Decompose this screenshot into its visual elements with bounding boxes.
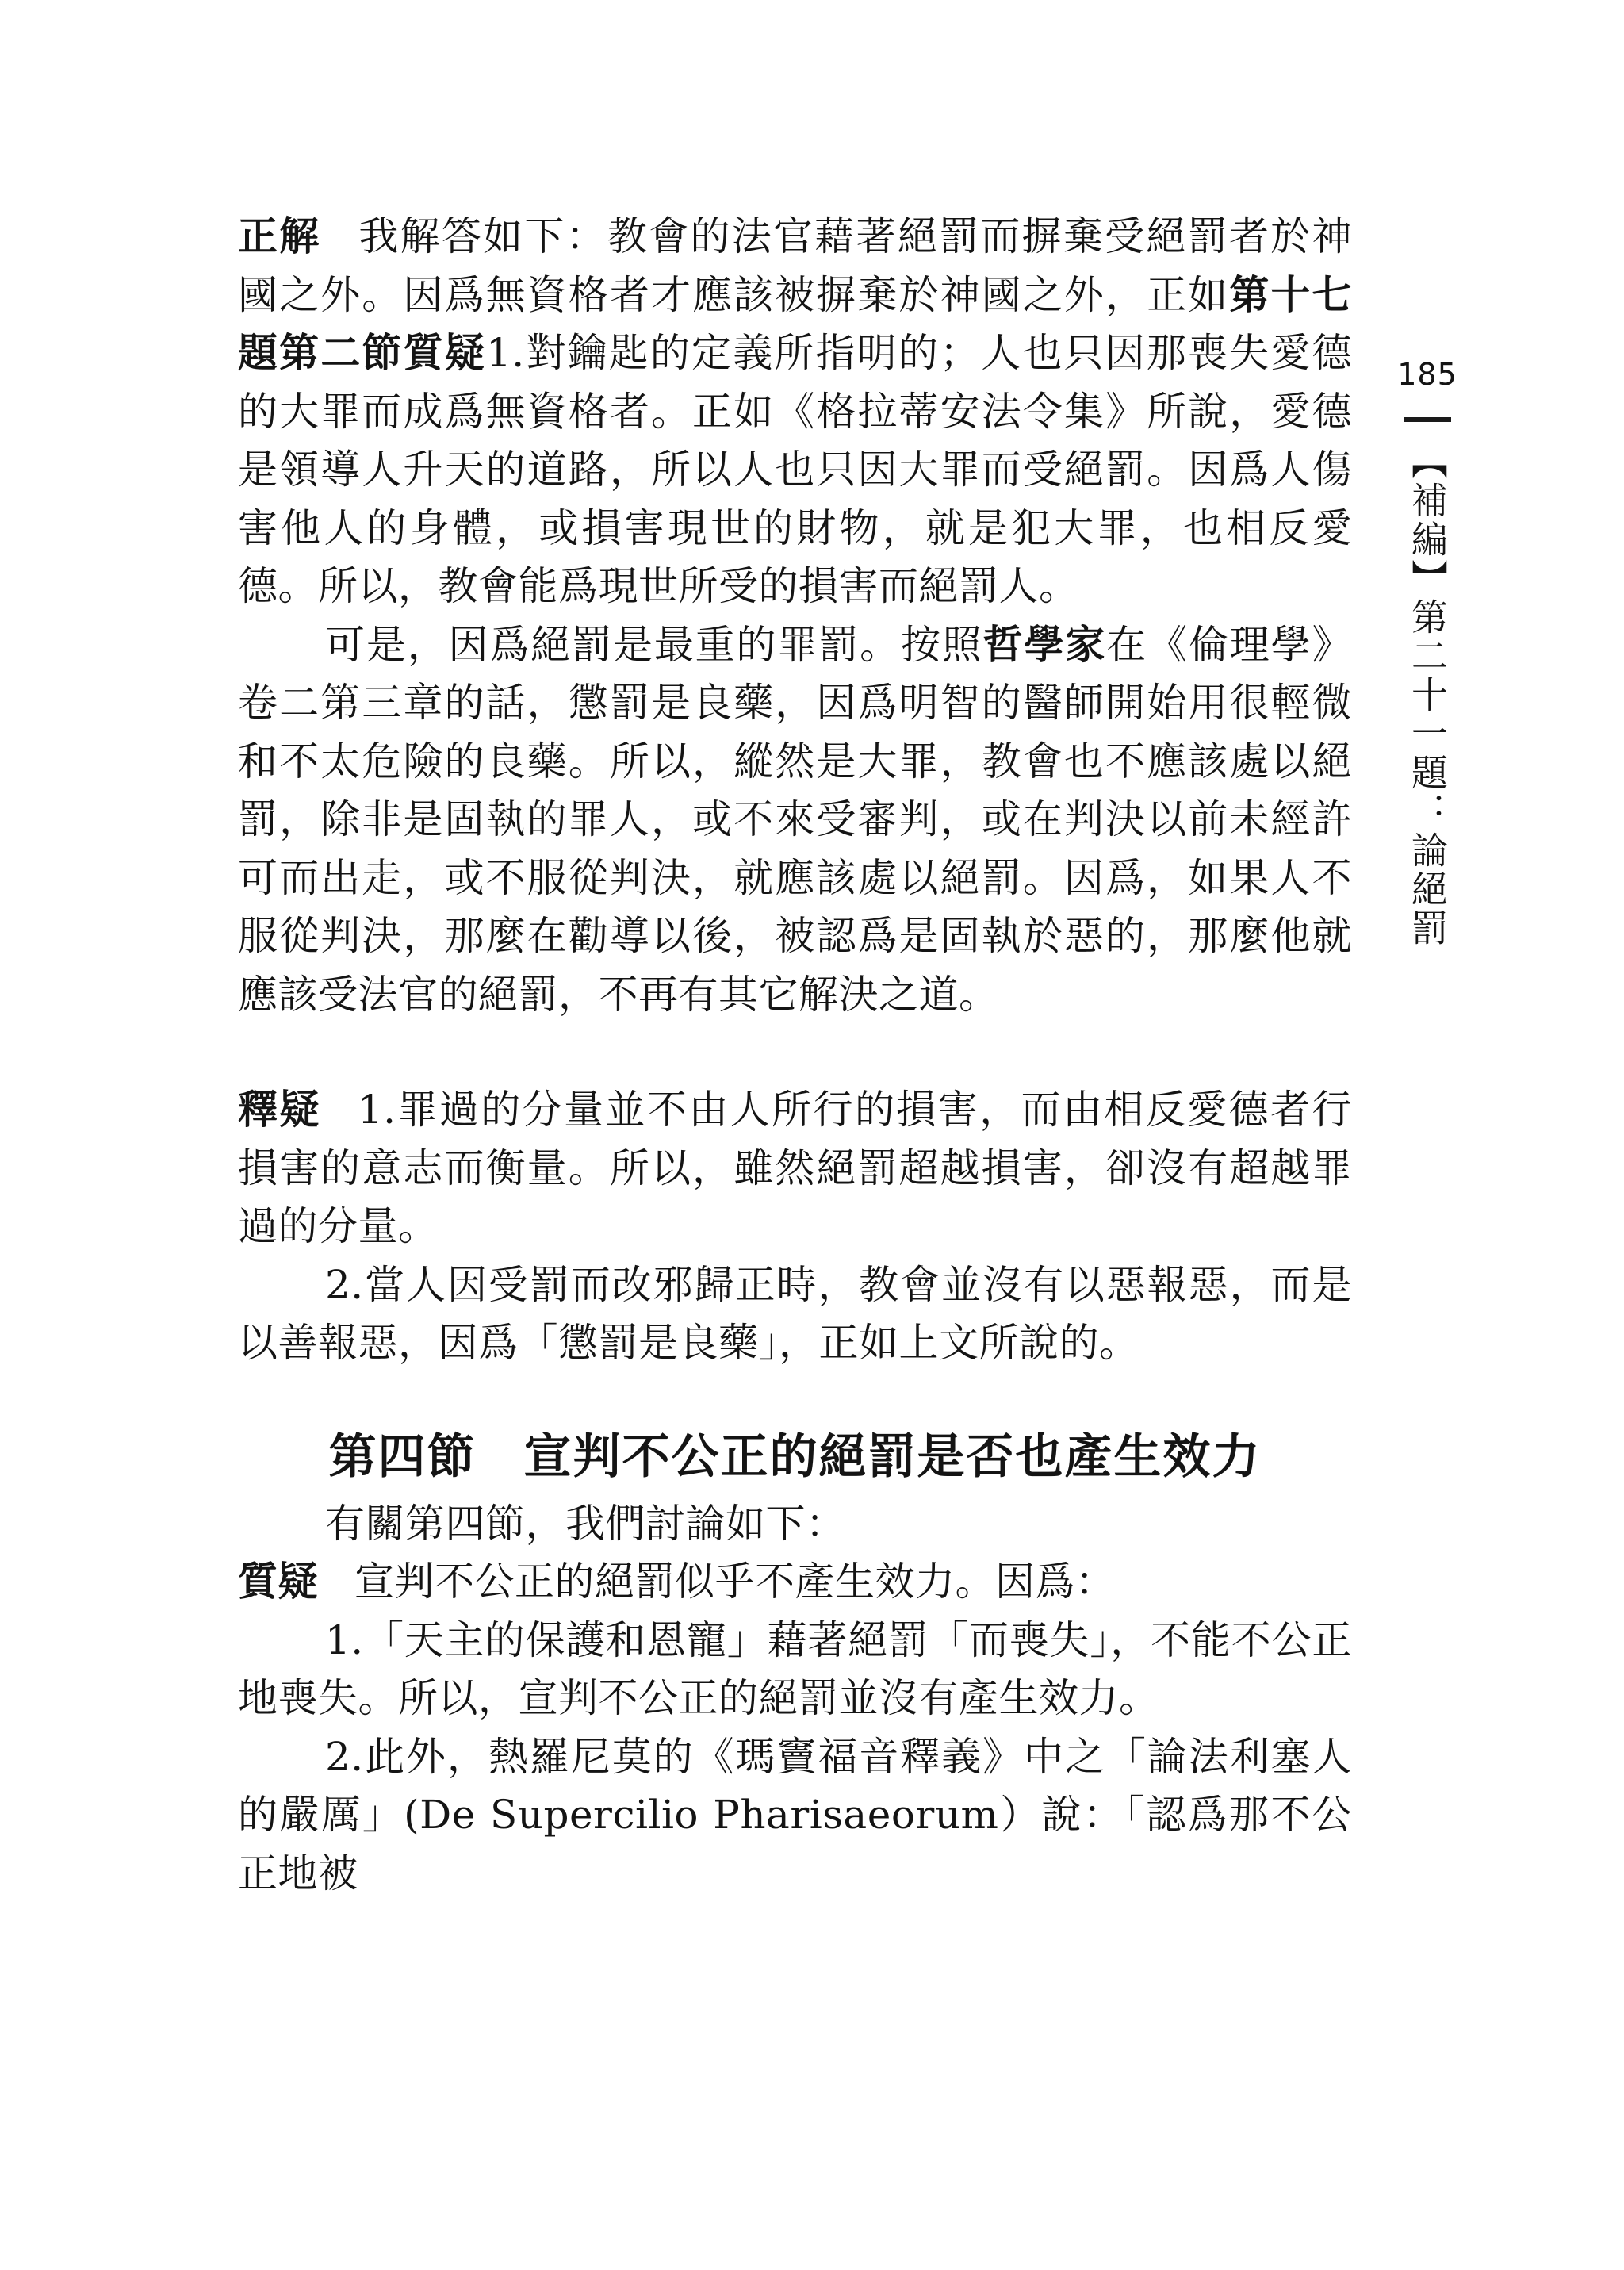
answer-paragraph bbox=[238, 208, 1352, 616]
answer-label: 正解 bbox=[238, 213, 321, 259]
objection-2: 2.此外，熱羅尼莫的《瑪竇福音釋義》中之「論法利塞人的嚴厲」(De Supercilio Pharisaeorum）說：「認爲那不公正地被 bbox=[238, 1733, 1352, 1896]
answer-paragraph bbox=[238, 616, 1352, 1025]
answer-text: 可是，因爲絕罰是最重的罪罰。按照 bbox=[325, 621, 983, 668]
running-title: 【補編】第二十一題：論絕罰 bbox=[1406, 443, 1449, 948]
answer-text: 1.對鑰匙的定義所指明的；人也只因那喪失愛德的大罪而成爲無資格者。正如《格拉蒂安法令集》所說，愛德是領導人升天的道路，所以人也只因大罪而受絕罰。因爲人傷害他人的身體，或損害現世的財物，就是犯大罪，也相反愛德。所以，教會能爲現世所受的損害而絕罰人。 bbox=[238, 330, 1352, 609]
philosopher-reference: 哲學家 bbox=[982, 621, 1107, 668]
section-intro: 有關第四節，我們討論如下： bbox=[325, 1500, 846, 1547]
page-number: 185 bbox=[1397, 357, 1457, 392]
cross-reference: 第十七題第二節質疑 bbox=[238, 271, 1353, 376]
reply-paragraph bbox=[238, 1081, 1352, 1256]
page-body bbox=[238, 208, 1352, 1903]
objection-label: 質疑 bbox=[238, 1559, 318, 1605]
objection-paragraph bbox=[238, 1553, 1352, 1612]
reply-paragraph bbox=[238, 1256, 1352, 1373]
reply-2: 2.當人因受罰而改邪歸正時，教會並沒有以惡報惡，而是以善報惡，因爲「懲罰是良藥」，正如上文所說的。 bbox=[238, 1261, 1352, 1366]
answer-text: 我解答如下：教會的法官藉著絕罰而摒棄受絕罰者於神國之外。因爲無資格者才應該被摒棄於神國之外，正如 bbox=[238, 213, 1353, 318]
objection-intro: 宣判不公正的絕罰似乎不產生效力。因爲： bbox=[354, 1559, 1116, 1605]
section-title: 宣判不公正的絕罰是否也產生效力 bbox=[523, 1428, 1262, 1485]
section-heading bbox=[238, 1425, 1352, 1489]
replies-label: 釋疑 bbox=[238, 1087, 321, 1133]
answer-text: 在《倫理學》卷二第三章的話，懲罰是良藥，因爲明智的醫師開始用很輕微和不太危險的良藥。所以，縱然是大罪，教會也不應該處以絕罰，除非是固執的罪人，或不來受審判，或在判決以前未經許可而出走，或不服從判決，就應該處以絕罰。因爲，如果人不服從判決，那麼在勸導以後，被認爲是固執於惡的，那麼他就應該受法官的絕罰，不再有其它解決之道。 bbox=[238, 621, 1353, 1018]
reply-1: 1.罪過的分量並不由人所行的損害，而由相反愛德者行損害的意志而衡量。所以，雖然絕罰超越損害，卻沒有超越罪過的分量。 bbox=[238, 1087, 1352, 1249]
section-number: 第四節 bbox=[328, 1428, 477, 1485]
header-rule bbox=[1404, 417, 1451, 422]
objection-1: 1.「天主的保護和恩寵」藉著絕罰「而喪失」，不能不公正地喪失。所以，宣判不公正的絕罰並沒有產生效力。 bbox=[238, 1616, 1352, 1721]
running-header bbox=[1397, 357, 1457, 948]
